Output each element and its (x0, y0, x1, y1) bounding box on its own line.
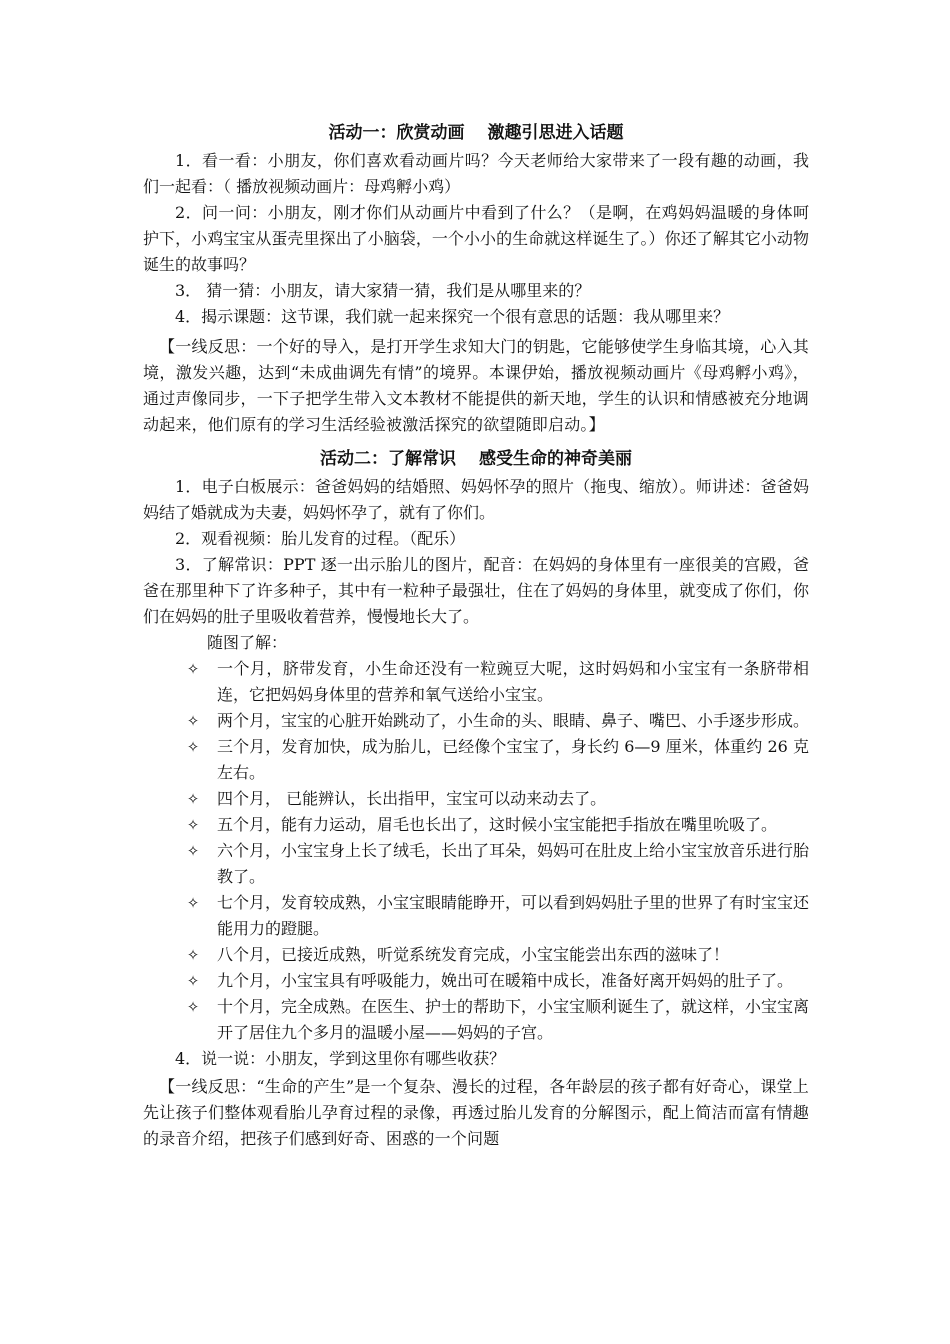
bullet-icon: ✧ (186, 842, 200, 860)
section-1-paragraph-2: 2．问一问：小朋友，刚才你们从动画片中看到了什么？（是啊，在鸡妈妈温暖的身体呵护下，小鸡宝宝从蛋壳里探出了小脑袋，一个小小的生命就这样诞生了。）你还了解其它小动物诞生的故事吗？ (143, 203, 809, 274)
fetal-development-list (143, 656, 809, 1046)
list-item-text: 一个月，脐带发育，小生命还没有一粒豌豆大呢，这时妈妈和小宝宝有一条脐带相连，它把妈妈身体里的营养和氧气送给小宝宝。 (217, 659, 809, 704)
list-item-text: 七个月，发育较成熟，小宝宝眼睛能睁开，可以看到妈妈肚子里的世界了有时宝宝还能用力的蹬腿。 (217, 893, 810, 938)
list-item (143, 734, 809, 786)
list-item-text: 八个月，已接近成熟，听觉系统发育完成，小宝宝能尝出东西的滋味了！ (217, 945, 730, 964)
section-1-paragraph-1: 1．看一看：小朋友，你们喜欢看动画片吗？今天老师给大家带来了一段有趣的动画，我们一起看：（ 播放视频动画片：母鸡孵小鸡） (143, 151, 809, 196)
list-item-text: 四个月， 已能辨认，长出指甲，宝宝可以动来动去了。 (217, 789, 607, 808)
section-2-heading: 活动二：了解常识 感受生命的神奇美丽 (320, 449, 632, 469)
bullet-icon: ✧ (186, 894, 200, 912)
section-2-intro: 随图了解： (207, 633, 288, 652)
section-1-heading: 活动一：欣赏动画 激趣引思进入话题 (328, 123, 624, 143)
bullet-icon: ✧ (186, 816, 200, 834)
list-item (143, 708, 809, 734)
list-item-text: 五个月，能有力运动，眉毛也长出了，这时候小宝宝能把手指放在嘴里吮吸了。 (217, 815, 778, 834)
list-item (143, 786, 809, 812)
list-item (143, 812, 809, 838)
bullet-icon: ✧ (186, 998, 200, 1016)
list-item-text: 六个月，小宝宝身上长了绒毛，长出了耳朵，妈妈可在肚皮上给小宝宝放音乐进行胎教了。 (217, 841, 810, 886)
bullet-icon: ✧ (186, 946, 200, 964)
list-item (143, 656, 809, 708)
list-item-text: 两个月，宝宝的心脏开始跳动了，小生命的头、眼睛、鼻子、嘴巴、小手逐步形成。 (217, 711, 810, 730)
section-1-paragraph-4: 4．揭示课题：这节课，我们就一起来探究一个很有意思的话题：我从哪里来？ (175, 307, 730, 326)
list-item-text: 十个月，完全成熟。在医生、护士的帮助下，小宝宝顺利诞生了，就这样，小宝宝离开了居住九个多月的温暖小屋——妈妈的子宫。 (217, 997, 810, 1042)
section-1-paragraph-3: 3． 猜一猜：小朋友，请大家猜一猜，我们是从哪里来的？ (175, 281, 591, 300)
bullet-icon: ✧ (186, 738, 200, 756)
section-2-after: 4．说一说：小朋友，学到这里你有哪些收获？ (175, 1049, 506, 1068)
section-2-paragraph-1: 1．电子白板展示：爸爸妈妈的结婚照、妈妈怀孕的照片（拖曳、缩放）。师讲述：爸爸妈妈结了婚就成为夫妻，妈妈怀孕了，就有了你们。 (143, 477, 809, 522)
list-item (143, 890, 809, 942)
list-item (143, 838, 809, 890)
list-item-text: 九个月，小宝宝具有呼吸能力，娩出可在暖箱中成长，准备好离开妈妈的肚子了。 (217, 971, 794, 990)
list-item (143, 942, 809, 968)
section-1-reflection: 【一线反思：一个好的导入，是打开学生求知大门的钥匙，它能够使学生身临其境，心入其境，激发兴趣，达到“未成曲调先有情”的境界。本课伊始，播放视频动画片《母鸡孵小鸡》，通过声像同步，一下子把学生带入文本教材不能提供的新天地，学生的认识和情感被充分地调动起来，他们原有的学习生活经验被激活探究的欲望随即启动。】 (143, 337, 809, 434)
list-item-text: 三个月，发育加快，成为胎儿，已经像个宝宝了，身长约 6—9 厘米，体重约 26 克左右。 (217, 737, 809, 782)
list-item (143, 994, 809, 1046)
list-item (143, 968, 809, 994)
section-2-paragraph-3: 3．了解常识：PPT 逐一出示胎儿的图片，配音：在妈妈的身体里有一座很美的宫殿，爸爸在那里种下了许多种子，其中有一粒种子最强壮，住在了妈妈的身体里，就变成了你们，你们在妈妈的肚子里吸收着营养，慢慢地长大了。 (143, 555, 809, 626)
bullet-icon: ✧ (186, 660, 200, 678)
bullet-icon: ✧ (186, 712, 200, 730)
document-page (143, 118, 809, 1158)
section-2-paragraph-2: 2．观看视频：胎儿发育的过程。（配乐） (175, 529, 466, 548)
bullet-icon: ✧ (186, 972, 200, 990)
section-2-reflection: 【一线反思：“生命的产生”是一个复杂、漫长的过程，各年龄层的孩子都有好奇心，课堂上先让孩子们整体观看胎儿孕育过程的录像，再透过胎儿发育的分解图示，配上简洁而富有情趣的录音介绍，把孩子们感到好奇、困惑的一个问题 (143, 1077, 809, 1148)
bullet-icon: ✧ (186, 790, 200, 808)
